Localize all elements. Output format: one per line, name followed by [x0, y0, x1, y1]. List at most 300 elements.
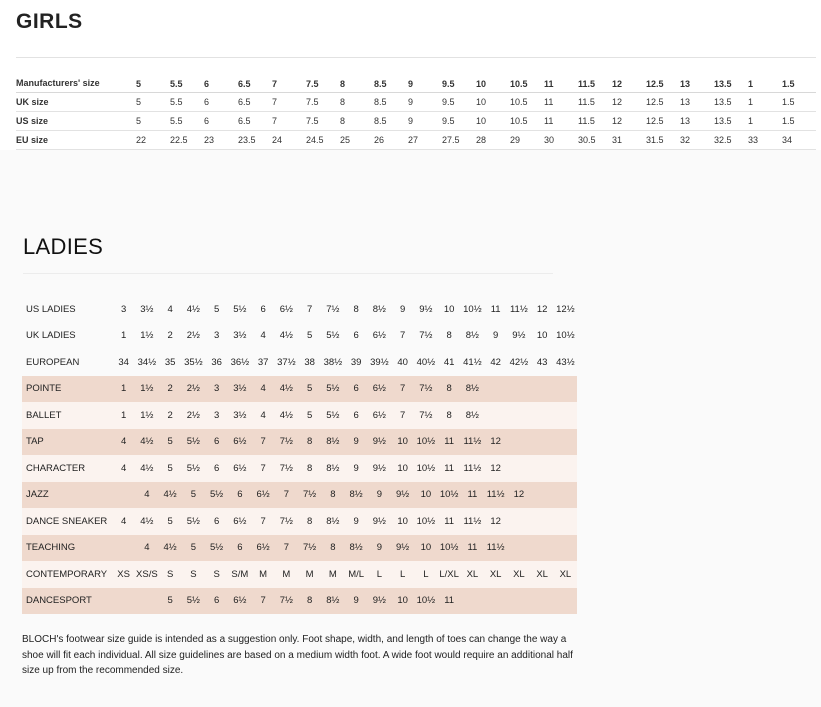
table-cell: 11 [544, 93, 578, 112]
table-cell: 5 [306, 330, 313, 342]
table-cell: 9 [408, 93, 442, 112]
table-row [22, 561, 577, 588]
table-cell: 8 [438, 402, 461, 429]
table-cell: 4½ [135, 429, 158, 456]
table-cell: 3 [213, 330, 220, 342]
table-cell: 8½ [461, 402, 484, 429]
table-cell: 5½ [182, 455, 205, 482]
row-label: CONTEMPORARY [22, 561, 112, 588]
table-cell: 9 [492, 330, 499, 342]
table-cell: 1 [120, 330, 127, 342]
table-cell: 25 [340, 131, 374, 150]
table-cell: 31.5 [646, 131, 680, 150]
table-cell: 9 [408, 112, 442, 131]
table-cell: 1.5 [782, 58, 816, 93]
table-cell: 6½ [228, 429, 251, 456]
table-row [22, 429, 577, 456]
table-cell: 10 [536, 330, 548, 342]
table-cell: 10.5 [510, 93, 544, 112]
table-cell: 9.5 [442, 58, 476, 93]
table-cell: 36½ [230, 356, 250, 368]
table-row [22, 402, 577, 429]
table-cell: 6 [353, 330, 359, 342]
table-cell: 12 [612, 58, 646, 93]
table-cell: 10 [414, 482, 437, 509]
table-cell: 7.5 [306, 58, 340, 93]
table-cell [531, 376, 554, 403]
row-label: DANCESPORT [22, 588, 112, 615]
table-cell: 5½ [205, 482, 228, 509]
table-cell: 12 [484, 508, 507, 535]
table-cell: 7½ [275, 429, 298, 456]
table-cell: 43½ [556, 356, 575, 368]
table-cell: 13 [680, 58, 714, 93]
table-cell: 7½ [298, 482, 321, 509]
table-cell: 10½ [438, 482, 461, 509]
table-cell: 2 [167, 330, 173, 342]
table-cell: 7½ [275, 455, 298, 482]
table-cell: 12.5 [646, 93, 680, 112]
table-cell: 13.5 [714, 93, 748, 112]
table-cell: 12½ [556, 303, 575, 315]
table-cell: 8½ [321, 588, 344, 615]
table-cell: 11 [544, 112, 578, 131]
table-cell: 7 [306, 303, 313, 315]
table-cell: M [275, 561, 298, 588]
table-cell: 12 [612, 93, 646, 112]
table-cell [507, 455, 530, 482]
table-cell: 4½ [279, 330, 293, 342]
table-cell: 7 [252, 455, 275, 482]
table-cell: 10 [476, 112, 510, 131]
table-cell: 5 [298, 402, 321, 429]
table-cell: 6 [204, 112, 238, 131]
table-cell: 4½ [159, 535, 182, 562]
table-cell: 4 [167, 303, 173, 315]
table-cell [135, 588, 158, 615]
table-cell: 4½ [135, 455, 158, 482]
table-cell: 24 [272, 131, 306, 150]
table-cell: 8 [340, 58, 374, 93]
table-cell: 9½ [368, 588, 391, 615]
table-cell: 42 [490, 356, 501, 368]
table-cell: 11.5 [578, 58, 612, 93]
table-cell: 32 [680, 131, 714, 150]
table-cell: 8 [298, 588, 321, 615]
table-cell: 13 [680, 93, 714, 112]
table-cell: 7 [272, 58, 306, 93]
table-cell: 9 [399, 303, 406, 315]
table-cell: 12 [484, 429, 507, 456]
table-row [16, 58, 816, 93]
table-cell: 4 [260, 330, 266, 342]
table-cell: 10½ [438, 535, 461, 562]
table-cell: S [159, 561, 182, 588]
table-cell: 38½ [323, 356, 343, 368]
table-cell: 6 [228, 482, 251, 509]
table-cell [531, 482, 554, 509]
table-cell: 6 [345, 402, 368, 429]
table-cell: 9½ [391, 482, 414, 509]
table-cell: 9½ [391, 535, 414, 562]
table-cell: 39 [350, 356, 362, 368]
table-cell: XL [507, 561, 530, 588]
table-cell: 34 [118, 356, 129, 368]
table-cell: 6 [205, 508, 228, 535]
table-cell: 7 [275, 482, 298, 509]
row-label: CHARACTER [22, 455, 112, 482]
table-cell: 1½ [135, 402, 158, 429]
table-cell: M [321, 561, 344, 588]
table-cell: 7½ [298, 535, 321, 562]
table-cell [507, 588, 530, 615]
table-cell: 27 [408, 131, 442, 150]
table-cell: 8½ [345, 482, 368, 509]
table-cell: 11.5 [578, 112, 612, 131]
table-cell: 4½ [275, 376, 298, 403]
table-cell: 8 [340, 93, 374, 112]
table-cell: 5 [159, 429, 182, 456]
table-cell [531, 429, 554, 456]
table-row [22, 349, 577, 376]
table-cell: 1 [748, 93, 782, 112]
table-cell: 2 [159, 376, 182, 403]
table-cell: 2½ [186, 330, 200, 342]
table-cell: 5 [136, 112, 170, 131]
table-cell: XS [112, 561, 135, 588]
row-label: Manufacturers' size [16, 58, 136, 93]
table-cell: 1 [748, 112, 782, 131]
table-cell: 5 [136, 58, 170, 93]
table-cell: M [252, 561, 275, 588]
table-cell: 9 [345, 429, 368, 456]
table-cell: 8 [298, 508, 321, 535]
table-cell: 26 [374, 131, 408, 150]
table-cell: 8½ [321, 429, 344, 456]
table-cell: 8 [353, 303, 359, 315]
table-cell: XL [531, 561, 554, 588]
table-cell: 1 [112, 376, 135, 403]
table-cell: 39½ [370, 356, 389, 368]
table-cell: 11 [438, 588, 461, 615]
table-cell: 41 [443, 356, 455, 368]
table-cell: 40 [397, 356, 408, 368]
table-cell: 6½ [368, 376, 391, 403]
table-cell: 7½ [414, 402, 437, 429]
table-cell: 7½ [326, 303, 340, 315]
table-cell: 34 [782, 131, 816, 150]
table-cell: 6½ [372, 330, 386, 342]
table-cell: 3½ [140, 303, 154, 315]
table-cell [507, 508, 530, 535]
table-cell: 4 [252, 376, 275, 403]
table-cell: 6 [205, 455, 228, 482]
table-row [22, 482, 577, 509]
table-row [22, 508, 577, 535]
table-cell: 7.5 [306, 112, 340, 131]
table-cell: M [298, 561, 321, 588]
table-cell: 5½ [233, 303, 247, 315]
table-cell: 5.5 [170, 93, 204, 112]
table-cell: M/L [345, 561, 368, 588]
table-cell: 11 [438, 455, 461, 482]
table-cell: S/M [228, 561, 251, 588]
table-cell: 3 [205, 376, 228, 403]
table-cell [554, 535, 577, 562]
table-cell [554, 482, 577, 509]
table-cell: 7 [275, 535, 298, 562]
table-cell: 3½ [228, 376, 251, 403]
table-cell [554, 429, 577, 456]
table-cell [554, 376, 577, 403]
row-label: EUROPEAN [26, 356, 80, 368]
table-cell: 10 [391, 455, 414, 482]
row-label: US LADIES [26, 303, 76, 315]
table-cell: 31 [612, 131, 646, 150]
table-cell: 12 [612, 112, 646, 131]
row-label: TEACHING [22, 535, 112, 562]
table-cell: 7 [252, 588, 275, 615]
table-cell: L [391, 561, 414, 588]
row-label: DANCE SNEAKER [22, 508, 112, 535]
table-cell: 37½ [277, 356, 296, 368]
table-cell: 9 [368, 535, 391, 562]
table-cell: 13 [680, 112, 714, 131]
table-cell: 5 [136, 93, 170, 112]
table-cell: 10½ [556, 330, 575, 342]
table-cell: 22.5 [170, 131, 204, 150]
table-cell: 1½ [135, 376, 158, 403]
table-cell: 9½ [368, 508, 391, 535]
table-cell: 11 [544, 58, 578, 93]
table-cell: 3 [205, 402, 228, 429]
table-cell: 6.5 [238, 58, 272, 93]
table-cell: 6.5 [238, 93, 272, 112]
table-cell: 3½ [228, 402, 251, 429]
table-cell: 7 [272, 93, 306, 112]
table-cell [112, 535, 135, 562]
table-cell: 6½ [228, 508, 251, 535]
table-cell: XL [554, 561, 577, 588]
table-cell: 7 [399, 330, 406, 342]
table-cell: 8.5 [374, 58, 408, 93]
table-cell: 10½ [414, 429, 437, 456]
table-cell: 11½ [461, 455, 484, 482]
table-cell: 36 [211, 356, 222, 368]
row-label: US size [16, 112, 136, 131]
table-cell: 9½ [368, 429, 391, 456]
table-cell: 11 [461, 535, 484, 562]
table-cell: 5.5 [170, 112, 204, 131]
table-cell: 8½ [465, 330, 479, 342]
table-cell: 6½ [228, 588, 251, 615]
girls-section [0, 0, 821, 150]
table-cell: 30.5 [578, 131, 612, 150]
table-cell: 5½ [205, 535, 228, 562]
table-cell: 23 [204, 131, 238, 150]
table-cell [554, 588, 577, 615]
table-cell: 4½ [135, 508, 158, 535]
table-cell: 9½ [512, 330, 526, 342]
table-cell: 11 [461, 482, 484, 509]
table-cell: 1½ [140, 330, 154, 342]
table-cell: XL [461, 561, 484, 588]
table-cell: 8 [298, 429, 321, 456]
table-cell: L/XL [438, 561, 461, 588]
table-cell [531, 588, 554, 615]
table-cell: 1.5 [782, 112, 816, 131]
table-cell: 24.5 [306, 131, 340, 150]
table-cell: 4 [252, 402, 275, 429]
table-cell: 5 [182, 535, 205, 562]
table-cell: 13.5 [714, 58, 748, 93]
table-cell: 34½ [137, 356, 157, 368]
table-cell: 12.5 [646, 112, 680, 131]
table-cell: 8 [321, 482, 344, 509]
table-cell: 11 [438, 508, 461, 535]
table-row [16, 93, 816, 112]
table-cell: 11.5 [578, 93, 612, 112]
table-cell: 5½ [182, 588, 205, 615]
table-cell [112, 588, 135, 615]
table-cell: 38 [304, 356, 315, 368]
table-cell: 4 [135, 482, 158, 509]
table-cell: 6 [260, 303, 266, 315]
table-cell: 22 [136, 131, 170, 150]
table-cell: 4½ [186, 303, 200, 315]
table-cell: 28 [476, 131, 510, 150]
table-cell: 5 [213, 303, 220, 315]
table-cell: 13.5 [714, 112, 748, 131]
table-cell: 8½ [321, 508, 344, 535]
table-cell: 33 [748, 131, 782, 150]
table-cell: 10 [391, 508, 414, 535]
table-cell: 12 [507, 482, 530, 509]
table-cell: 1 [748, 58, 782, 93]
girls-size-table [16, 57, 816, 150]
table-cell: 10½ [414, 508, 437, 535]
table-cell: 43 [536, 356, 548, 368]
ladies-section [0, 150, 821, 707]
table-cell: 9½ [419, 303, 433, 315]
table-cell: 12 [536, 303, 548, 315]
table-cell: 12.5 [646, 58, 680, 93]
table-cell: 10 [476, 58, 510, 93]
row-label: POINTE [22, 376, 112, 403]
table-cell: 8 [321, 535, 344, 562]
row-label: BALLET [22, 402, 112, 429]
table-cell: 7 [272, 112, 306, 131]
table-cell: 7 [252, 429, 275, 456]
table-cell: 5 [159, 588, 182, 615]
table-cell: 6½ [252, 535, 275, 562]
table-cell: 27.5 [442, 131, 476, 150]
table-cell: 5 [159, 508, 182, 535]
table-cell: 7½ [419, 330, 433, 342]
table-cell [507, 429, 530, 456]
table-cell: L [414, 561, 437, 588]
row-label: TAP [22, 429, 112, 456]
table-cell: 5½ [321, 402, 344, 429]
table-cell: 12 [484, 455, 507, 482]
table-row [22, 376, 577, 403]
table-cell: 11½ [484, 482, 507, 509]
table-cell: 5 [298, 376, 321, 403]
table-cell: 5 [159, 455, 182, 482]
table-cell: 3½ [233, 330, 247, 342]
ladies-title: LADIES [23, 234, 104, 259]
table-cell: 10.5 [510, 58, 544, 93]
table-cell [484, 402, 507, 429]
table-cell: S [205, 561, 228, 588]
table-cell: 11½ [461, 508, 484, 535]
table-cell: 1.5 [782, 93, 816, 112]
table-cell [484, 376, 507, 403]
table-cell: 7½ [275, 508, 298, 535]
table-cell: 6½ [368, 402, 391, 429]
table-cell: XL [484, 561, 507, 588]
table-cell: 8½ [321, 455, 344, 482]
table-cell [112, 482, 135, 509]
table-cell: 5½ [182, 429, 205, 456]
table-cell: 4 [112, 508, 135, 535]
table-cell: 37 [257, 356, 269, 368]
table-cell [507, 402, 530, 429]
table-cell: 9 [408, 58, 442, 93]
table-cell: 6 [204, 93, 238, 112]
table-cell: 32.5 [714, 131, 748, 150]
table-cell: 6 [204, 58, 238, 93]
table-cell: 9 [345, 455, 368, 482]
table-cell: 9½ [368, 455, 391, 482]
table-cell: 8½ [372, 303, 386, 315]
table-cell [554, 508, 577, 535]
table-cell: 30 [544, 131, 578, 150]
table-cell: 11½ [461, 429, 484, 456]
table-cell: 8 [298, 455, 321, 482]
table-cell: 7 [391, 402, 414, 429]
table-cell [461, 588, 484, 615]
table-cell: 11 [490, 303, 501, 315]
table-cell: 2½ [182, 402, 205, 429]
table-cell: 6 [205, 429, 228, 456]
row-label: EU size [16, 131, 136, 150]
table-cell: 6½ [228, 455, 251, 482]
table-cell: 10 [476, 93, 510, 112]
row-label: UK LADIES [26, 330, 76, 342]
size-guide-note: BLOCH's footwear size guide is intended as a suggestion only. Foot shape, width, and length of toes can change the way a shoe will fit each individual. All size guidelines are based on a medium width foot. A wide foot would require an additional half size up from the recommended size. [22, 634, 573, 676]
table-cell: 10 [414, 535, 437, 562]
table-cell: L [368, 561, 391, 588]
table-cell: S [182, 561, 205, 588]
table-cell: 5.5 [170, 58, 204, 93]
table-cell: 5½ [326, 330, 340, 342]
row-label: UK size [16, 93, 136, 112]
table-cell: 9 [345, 588, 368, 615]
table-cell: 5½ [182, 508, 205, 535]
table-cell: 23.5 [238, 131, 272, 150]
table-row [22, 323, 577, 350]
table-cell: 5½ [321, 376, 344, 403]
table-cell: 11 [438, 429, 461, 456]
table-cell: 7 [391, 376, 414, 403]
table-cell: 9 [345, 508, 368, 535]
table-cell: 42½ [509, 356, 529, 368]
table-cell: 4 [112, 455, 135, 482]
table-cell [554, 455, 577, 482]
table-cell: 1 [112, 402, 135, 429]
table-cell: 7 [252, 508, 275, 535]
